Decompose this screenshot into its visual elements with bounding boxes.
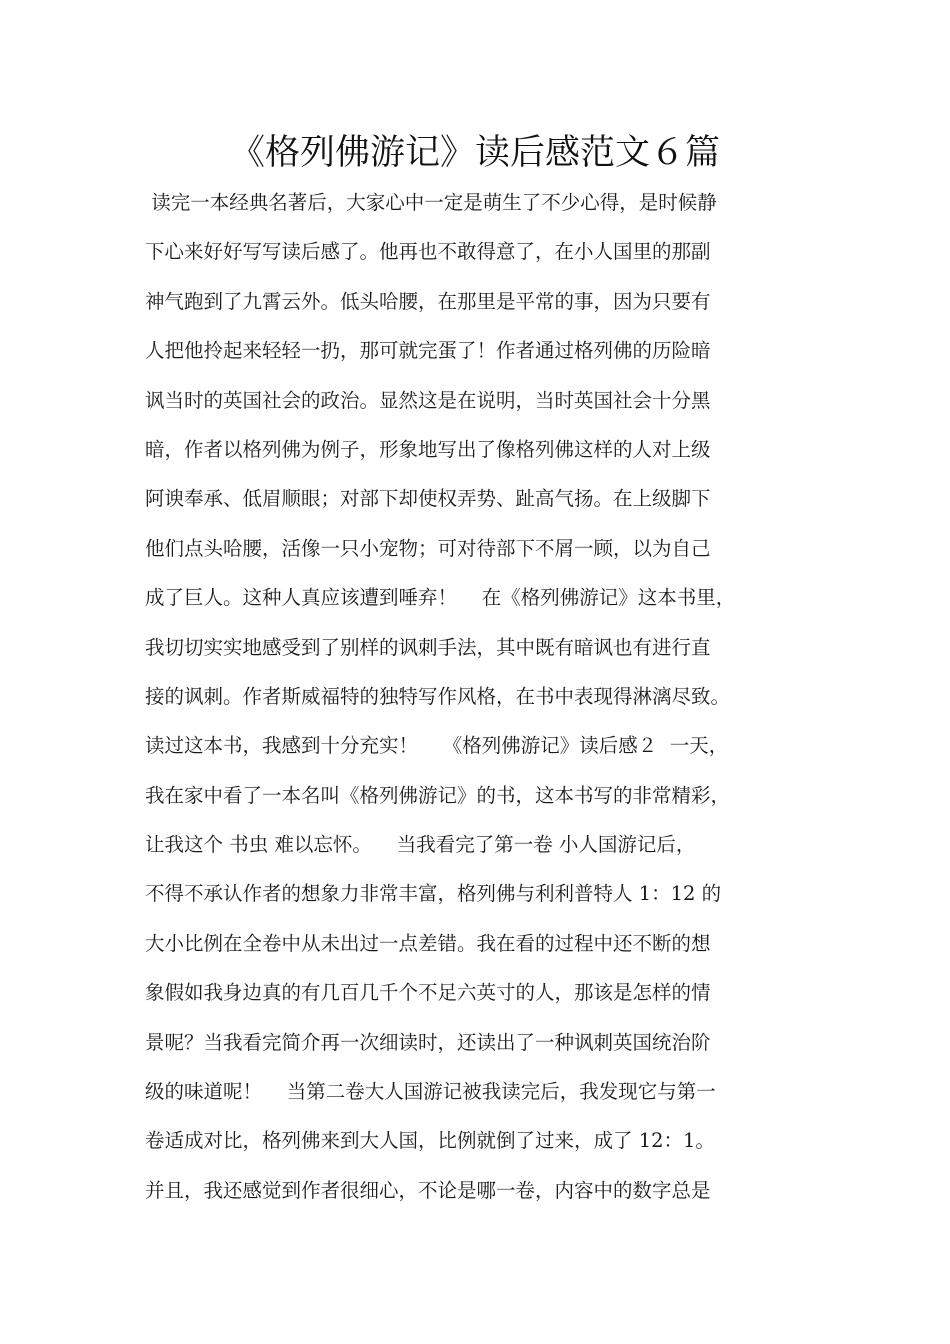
- text-line: 神气跑到了九霄云外。低头哈腰，在那里是平常的事，因为只要有: [145, 289, 711, 313]
- text-line: 象假如我身边真的有几百几千个不足六英寸的人，那该是怎样的情: [145, 981, 711, 1005]
- text-line: 下心来好好写写读后感了。他再也不敢得意了，在小人国里的那副: [145, 240, 711, 264]
- text-line: 我在家中看了一本名叫《格列佛游记》的书，这本书写的非常精彩，: [145, 783, 731, 807]
- text-line: 读过这本书，我感到十分充实！ 《格列佛游记》读后感２ 一天，: [145, 734, 729, 758]
- text-line: 景呢？当我看完简介再一次细读时，还读出了一种讽刺英国统治阶: [145, 1030, 711, 1054]
- text-line: 大小比例在全卷中从未出过一点差错。我在看的过程中还不断的想: [145, 931, 711, 955]
- text-line: 级的味道呢！ 当第二卷大人国游记被我读完后，我发现它与第一: [145, 1080, 716, 1104]
- text-line: 他们点头哈腰，活像一只小宠物；可对待部下不屑一顾，以为自己: [145, 536, 711, 560]
- text-line: 成了巨人。这种人真应该遭到唾弃！ 在《格列佛游记》这本书里，: [145, 586, 736, 610]
- text-line: 暗，作者以格列佛为例子，形象地写出了像格列佛这样的人对上级: [145, 437, 711, 461]
- text-line: 并且，我还感觉到作者很细心，不论是哪一卷，内容中的数字总是: [145, 1178, 711, 1202]
- text-line: 讽当时的英国社会的政治。显然这是在说明，当时英国社会十分黑: [145, 388, 711, 412]
- text-line: 卷适成对比，格列佛来到大人国，比例就倒了过来，成了 12：1。: [145, 1129, 715, 1153]
- text-line: 接的讽刺。作者斯威福特的独特写作风格，在书中表现得淋漓尽致。: [145, 684, 731, 708]
- text-line: 人把他拎起来轻轻一扔，那可就完蛋了！作者通过格列佛的历险暗: [145, 339, 711, 363]
- text-line: 我切切实实地感受到了别样的讽刺手法，其中既有暗讽也有进行直: [145, 635, 711, 659]
- text-line: 阿谀奉承、低眉顺眼；对部下却使权弄势、趾高气扬。在上级脚下: [145, 487, 711, 511]
- text-line: 让我这个 书虫 难以忘怀。 当我看完了第一卷 小人国游记后，: [145, 833, 696, 857]
- text-line: 读完一本经典名著后，大家心中一定是萌生了不少心得，是时候静: [145, 191, 717, 214]
- document-title: 《格列佛游记》读后感范文６篇: [229, 133, 720, 173]
- text-line: 不得不承认作者的想象力非常丰富，格列佛与利利普特人 1：12 的: [145, 882, 722, 906]
- document-body: [145, 178, 845, 1215]
